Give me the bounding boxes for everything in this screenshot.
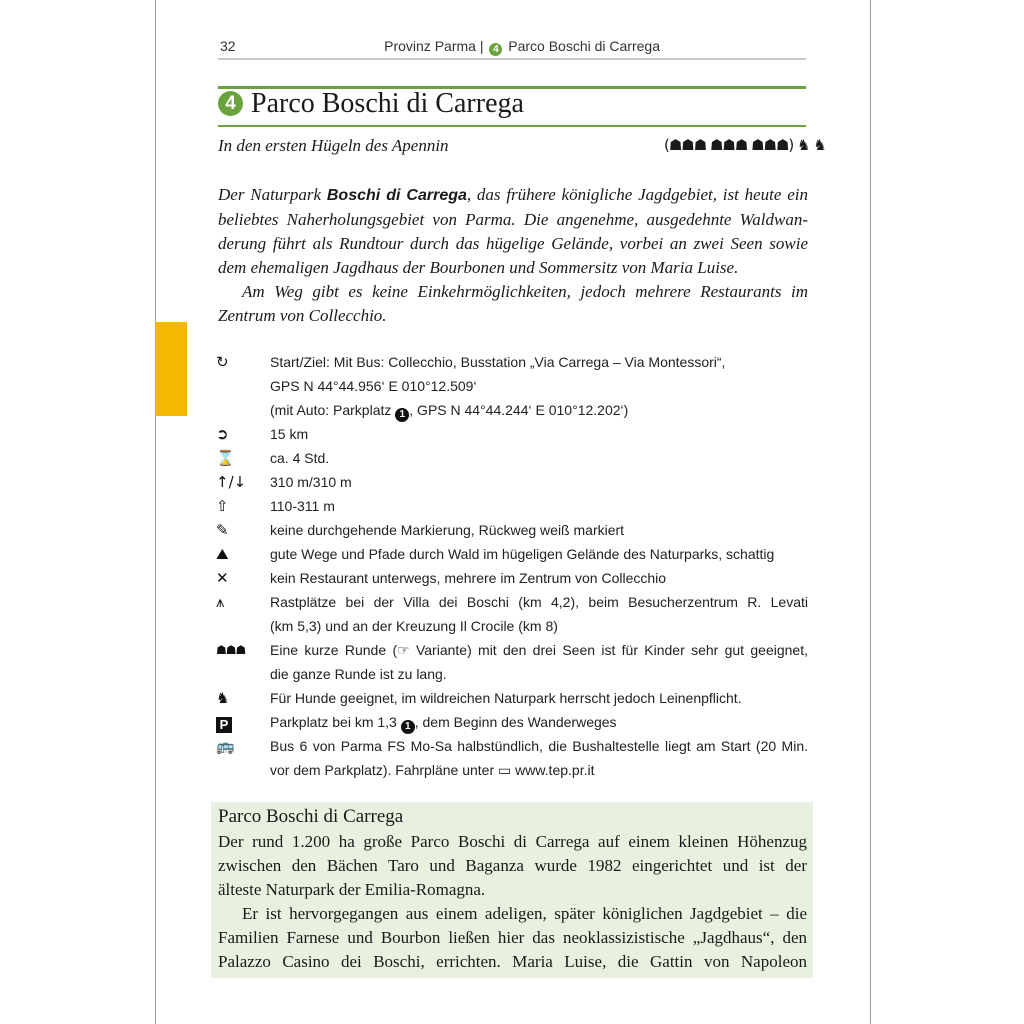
intro-pre: Der Naturpark — [218, 185, 322, 204]
info-line: ca. 4 Std. — [270, 450, 330, 466]
parking-icon: P — [216, 717, 232, 733]
box-line: Er ist hervorgegangen aus einem adeligen, später königlichen Jagdgebiet – die — [242, 904, 807, 923]
info-line: Start/Ziel: Mit Bus: Collecchio, Busstation „Via Carrega – Via Montessori“, — [270, 354, 726, 370]
info-row-bus — [216, 734, 808, 782]
box-line: Der rund 1.200 ha große Parco Boschi di Carrega auf einem kleinen Höhenzug — [218, 832, 807, 851]
info-row-ascent — [216, 470, 808, 494]
title-text: Parco Boschi di Carrega — [251, 88, 524, 119]
tour-number-badge: 4 — [489, 43, 502, 56]
info-line: 110-311 m — [270, 498, 335, 514]
picnic-table-icon: ⩚ — [216, 593, 225, 611]
info-line: , dem Beginn des Wanderweges — [414, 714, 617, 730]
info-line: , GPS N 44°44.244‘ E 010°12.202‘) — [409, 402, 629, 418]
start-icon: ↻ — [216, 353, 229, 371]
info-box-title: Parco Boschi di Carrega — [218, 806, 404, 827]
ascent-descent-icon: ↑/↓ — [216, 473, 247, 491]
info-row-duration — [216, 446, 808, 470]
family-icon: ☗☗☗ — [216, 643, 246, 657]
tour-info-list — [216, 350, 808, 782]
info-line: Parkplatz bei km 1,3 — [270, 714, 397, 730]
intro-line: derung führt als Rundtour durch das hügelige Gelände, vorbei an zwei Seen sowie — [218, 234, 808, 253]
info-row-marking — [216, 518, 808, 542]
info-row-dogs — [216, 686, 808, 710]
page-title — [218, 88, 524, 120]
info-line: Bus 6 von Parma FS Mo-Sa halbstündlich, die Bushaltestelle liegt am Start (20 Min. — [270, 738, 808, 754]
terrain-icon: ⛰ — [216, 545, 229, 563]
distance-icon: ➲ — [216, 425, 229, 443]
info-row-terrain — [216, 542, 808, 566]
info-line: vor dem Parkplatz). Fahrpläne unter ▭ www.tep.pr.it — [270, 762, 595, 778]
intro-line: , das frühere königliche Jagdgebiet, ist heute ein — [466, 185, 808, 204]
info-line: keine durchgehende Markierung, Rückweg weiß markiert — [270, 522, 625, 538]
blank-icon — [216, 398, 270, 422]
marker-1-icon: 1 — [401, 720, 415, 734]
box-line: Familien Farnese und Bourbon ließen hier das neoklassizistische „Jagdhaus“, den — [218, 928, 807, 947]
box-line: Palazzo Casino dei Boschi, errichten. Maria Luise, die Gattin von Napoleon — [218, 952, 807, 971]
chapter-tab — [155, 322, 187, 416]
title-number-badge: 4 — [218, 91, 243, 116]
box-line: zwischen den Bächen Taro und Baganza wurde 1982 eingerichtet und ist der — [218, 856, 807, 875]
box-line: älteste Naturpark der Emilia-Romagna. — [218, 880, 486, 899]
title-rule-bottom — [218, 125, 806, 127]
running-title — [384, 38, 660, 56]
intro-line: Zentrum von Collecchio. — [218, 306, 387, 325]
info-row-parking — [216, 710, 808, 734]
info-line: Für Hunde geeignet, im wildreichen Naturpark herrscht jedoch Leinenpflicht. — [270, 690, 742, 706]
marker-1-icon: 1 — [395, 408, 409, 422]
intro-text — [218, 183, 808, 328]
info-line: Rastplätze bei der Villa dei Boschi (km 4,2), beim Besucherzentrum R. Levati — [270, 594, 808, 610]
cutlery-icon: ✕ — [216, 569, 229, 587]
info-box-text — [218, 830, 807, 974]
running-header — [218, 38, 806, 60]
subtitle: In den ersten Hügeln des Apennin — [218, 136, 449, 155]
info-line: (mit Auto: Parkplatz — [270, 402, 392, 418]
info-line: gute Wege und Pfade durch Wald im hügeligen Gelände des Naturparks, schattig — [270, 546, 775, 562]
info-row-car — [216, 398, 808, 422]
info-row-rest — [216, 590, 808, 638]
info-row-food — [216, 566, 808, 590]
dog-icon: ♞ — [216, 689, 230, 707]
pencil-icon: ✎ — [216, 521, 229, 539]
info-row-kids — [216, 638, 808, 686]
info-line: 15 km — [270, 426, 309, 442]
info-line: 310 m/310 m — [270, 474, 352, 490]
info-row-altitude — [216, 494, 808, 518]
page-number: 32 — [220, 38, 236, 54]
running-title-tour: Parco Boschi di Carrega — [508, 38, 660, 54]
suitability-icons: (☗☗☗ ☗☗☗ ☗☗☗) ♞ ♞ — [664, 136, 826, 154]
info-line: die ganze Runde ist zu lang. — [270, 666, 447, 682]
info-row-start — [216, 350, 808, 398]
bus-icon: 🚌 — [216, 737, 235, 755]
running-title-region: Provinz Parma | — [384, 38, 484, 54]
intro-line: beliebtes Naherholungsgebiet von Parma. Die angenehme, ausgedehnte Waldwan- — [218, 210, 808, 229]
intro-line: dem ehemaligen Jagdhaus der Bourbonen und Sommersitz von Maria Luise. — [218, 258, 739, 277]
info-row-distance — [216, 422, 808, 446]
info-line: (km 5,3) und an der Kreuzung Il Crocile (km 8) — [270, 618, 558, 634]
altitude-icon: ⇧ — [216, 497, 229, 515]
intro-bold: Boschi di Carrega — [326, 187, 467, 204]
info-line: GPS N 44°44.956‘ E 010°12.509‘ — [270, 378, 477, 394]
info-line: Eine kurze Runde (☞ Variante) mit den drei Seen ist für Kinder sehr gut geeignet, — [270, 642, 808, 658]
info-line: kein Restaurant unterwegs, mehrere im Zentrum von Collecchio — [270, 570, 667, 586]
hourglass-icon: ⌛ — [216, 449, 235, 467]
intro-line: Am Weg gibt es keine Einkehrmöglichkeiten, jedoch mehrere Restaurants im — [242, 282, 808, 301]
